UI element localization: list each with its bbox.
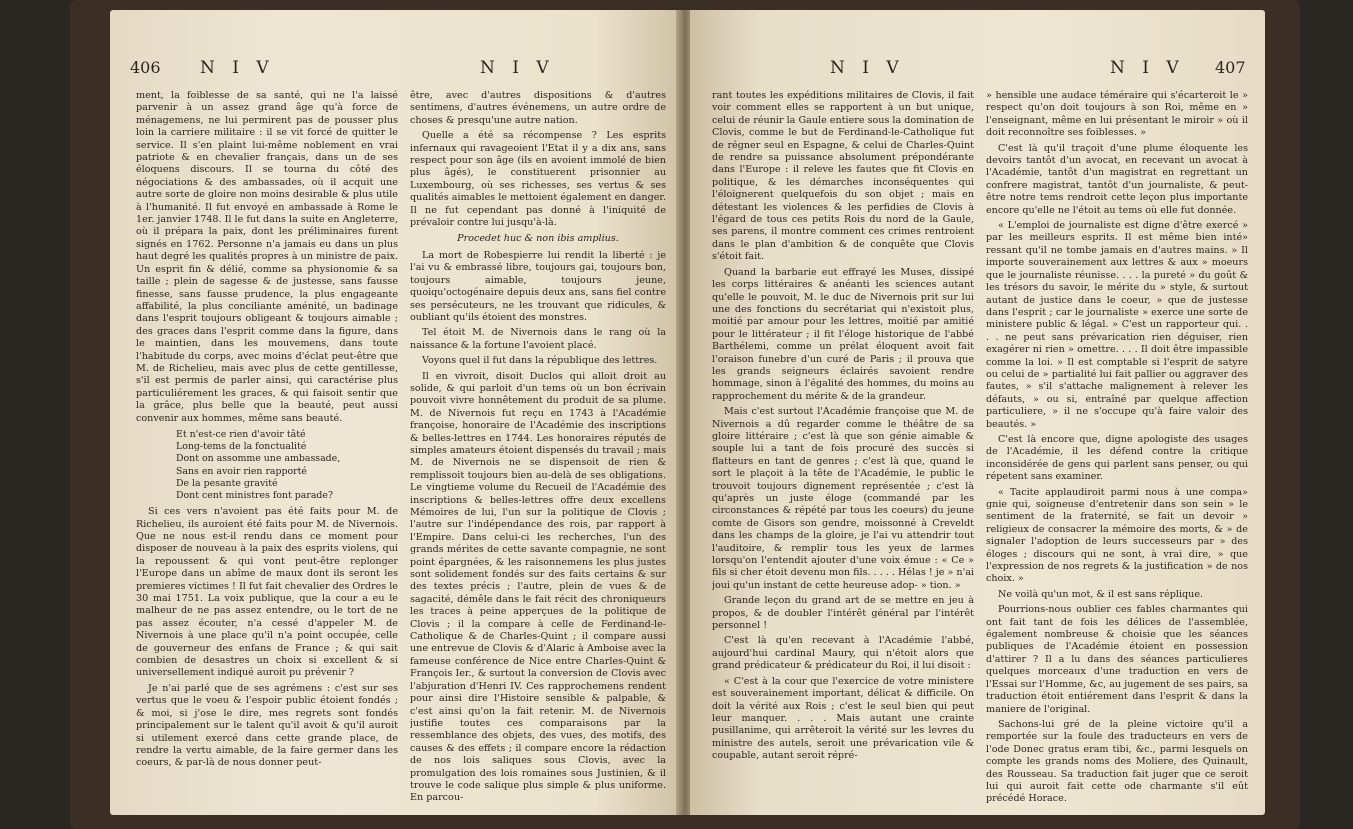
right-col2-para: Pourrions-nous oublier ces fables charmantes qui ont fait tant de fois les délices de l'assemblée, également nombreuse & choisie que les séances publiques de l'Académie étoient en possession d'attirer ? Il a lu dans des séances particulieres quelques morceaux d'une traduction en vers de l'Essai sur l'Homme, &c, au jugement de ses pairs, sa traduction étoit entiérement dans l'esprit & dans la maniere de l'original. <box>986 604 1248 715</box>
left-page-header <box>130 58 670 84</box>
left-col2-para: être, avec d'autres dispositions & d'autres sentimens, d'autres événemens, un autre ordre de choses & presqu'une autre nation. <box>410 90 666 126</box>
right-column-2 <box>986 90 1248 805</box>
right-running-head-col1: N I V <box>830 58 905 78</box>
left-col2-para: Tel étoit M. de Nivernois dans le rang où la naissance & la fortune l'avoient placé. <box>410 327 666 351</box>
right-col1-para: rant toutes les expéditions militaires de Clovis, il fait voir comment elles se rapportent à un but unique, celui de réunir la Gaule entiere sous la domination de Clovis, comme le but de Ferdinand-le-Catholique fut de régner seul en Espagne, & celui de Charles-Quint de rendre sa puissance absolument prépondérante dans l'Europe : il releve les fautes que fit Clovis en politique, & les démarches inconséquentes qui l'éloignerent quelquefois du son objet ; mais en détestant les violences & les perfidies de Clovis à l'égard de tous ces petits Rois du nord de la Gaule, ses parens, il montre comment ces crimes rentroient dans le plan d'ambition & de conquête que Clovis s'étoit fait. <box>712 90 974 263</box>
right-col2-para: » hensible une audace téméraire qui s'écarteroit le » respect qu'on doit toujours à son Roi, même en » l'enseignant, même en lui présentant le miroir » où il doit reconnoître ses foiblesses. » <box>986 90 1248 139</box>
right-col2-para: « L'emploi de journaliste est digne d'être exercé » par les meilleurs esprits. Il est même bien inté» ressant qu'il ne tombe jamais en d'autres mains. » Il importe souverainement aux lettres & aux » moeurs que le journaliste réunisse. . . . la pureté » du goût & les trésors du savoir, le mérite du » style, & surtout autant de justice dans le coeur, » que de justesse dans l'esprit ; car le journaliste » exerce une sorte de ministere public & légal. » C'est un rapporteur qui. . . . ne peut sans prévarication rien déguiser, rien exagérer ni rien » omettre. . . . Il doit être impassible comme la loi. » Il est comptable si l'esprit de satyre ou celui de » partialité lui fait pallier ou aggraver des fautes, » s'il s'attache malignement à relever les défauts, » ou si, entraîné par quelque affection particuliere, » il ne s'occupe qu'à faire valoir des beautés. » <box>986 220 1248 430</box>
verse-line: Et n'est-ce rien d'avoir tâté <box>176 428 306 440</box>
latin-quote: Procedet huc & non ibis amplius. <box>457 233 619 245</box>
right-col2-para: Sachons-lui gré de la pleine victoire qu'il a remportée sur la foule des traducteurs en vers de l'ode Donec gratus eram tibi, &c., parmi lesquels on compte les grands noms des Moliere, des Quinault, des Rousseau. Sa traduction fait juger que ce seroit lui qui auroit fait cette ode charmante s'il eût précédé Horace. <box>986 718 1248 805</box>
verse-line: Sans en avoir rien rapporté <box>176 465 307 477</box>
right-col1-para: C'est là qu'en recevant à l'Académie l'abbé, aujourd'hui cardinal Maury, qui n'étoit alors que grand prédicateur & prédicateur du Roi, il lui disoit : <box>712 635 974 672</box>
left-col2-para: Il en vivroit, disoit Duclos qui alloit droit au solide, & qui parloit d'un tems où un bon écrivain pouvoit vivre honnêtement du produit de sa plume. M. de Nivernois fut reçu en 1743 à l'Académie françoise, honoraire de l'Académie des inscriptions & belles-lettres en 1744. Les honoraires réputés de simples amateurs étoient dispensés du travail ; mais M. de Nivernois ne se dispensoit de rien & remplissoit toujours bien au-delà de ses obligations. Le vingtieme volume du Recueil de l'Académie des inscriptions & belles-lettres offre deux excellens Mémoires de lui, l'un sur la politique de Clovis ; l'autre sur l'indépendance des rois, par rapport à l'Empire. Dans celui-ci les recherches, l'un des grands mérites de cette savante compagnie, ne sont point épargnées, & les raisonnemens les plus justes sont solidement fondés sur des faits certains & sur des textes précis ; l'autre, plein de vues & de sagacité, démêle dans le fait récit des chroniqueurs les traces à peine apperçues de la politique de Clovis ; il la compare à celle de Ferdinand-le-Catholique & de Charles-Quint ; il compare aussi une entrevue de Clovis & d'Alaric à Amboise avec la fameuse conférence de Nice entre Charles-Quint & François Ier., & surtout la conversion de Clovis avec l'abjuration d'Henri IV. Ces rapprochemens rendent pour ainsi dire l'Histoire sensible & palpable, & c'est ainsi qu'on la fait retenir. M. de Nivernois justifie toutes ces comparaisons par la ressemblance des objets, des vues, des motifs, des causes & des effets ; il compare encore la rédaction de nos lois saliques sous Clovis, avec la promulgation des lois romaines sous Justinien, & il trouve le code salique plus simple & plus uniforme. En parcou- <box>410 370 666 804</box>
verse-line: Dont cent ministres font parade? <box>176 489 333 501</box>
right-col1-para: Mais c'est surtout l'Académie françoise que M. de Nivernois a dû regarder comme le théâtre de sa gloire littéraire ; c'est là que son génie aimable & souple lui a tant de fois procuré des succès si flatteurs en tant de genres ; c'est là que, quand le sort le plaçoit à la tête de l'Académie, le public le trouvoit toujours dignement représentée ; c'est là qu'après un juste éloge (commandé par les circonstances & répété par tous les coeurs) du jeune comte de Gisors son gendre, moissonné à Creveldt dans les champs de la gloire, je l'ai vu attendrir tout l'auditoire, & remplir tous les yeux de larmes lorsqu'on l'entendit ajouter d'une voix émue : « Ce » fils si cher étoit devenu mon fils. . . . . Hélas ! je » n'ai joui qu'un instant de cette heureuse adop- » tion. » <box>712 406 974 591</box>
right-col1-para: « C'est à la cour que l'exercice de votre ministere est souverainement important, délicat & difficile. On doit la vérité aux Rois ; c'est le seul bien qui peut leur manquer. . . . Mais autant une crainte pusillanime, qui arrêteroit la vérité sur les levres du ministre des autels, seroit une prévarication vile & coupable, autant seroit répré- <box>712 675 974 762</box>
right-running-head: N I V <box>1110 58 1185 78</box>
left-col1-para: ment, la foiblesse de sa santé, qui ne l'a laissé parvenir à un assez grand âge qu'à force de ménagemens, ne lui permirent pas de pousser plus loin la carriere militaire : il se vit forcé de quitter le service. Il s'en plaint lui-même noblement en vrai patriote & en chevalier français, dans un de ses éloquens discours. Il se tourna du côté des négociations & des ambassades, où il acquit une autre sorte de gloire non moins desirable & plus utile à l'humanité. Il fut envoyé en ambassade à Rome le 1er. janvier 1748. Il le fut dans la suite en Angleterre, où il prépara la paix, dont les préliminaires furent signés en 1762. Personne n'a jamais eu dans un plus haut degré les qualités propres à un ministre de paix. Un esprit fin & délié, comme sa physionomie & sa taille ; plein de sagesse & de justesse, sans fausse finesse, sans fausse prudence, la plus engageante affabilité, la plus conciliante aménité, un badinage dans l'esprit toujours obligeant & toujours aimable ; des graces dans l'esprit comme dans la figure, dans le maintien, dans les mouvemens, dans toute l'habitude du corps, avec moins d'éclat peut-être que M. de Richelieu, mais avec plus de cette gentillesse, s'il est permis de parler ainsi, qui caractérise plus particuliérement les graces, & qui faisoit sentir que la grâce, plus belle que la beauté, peut aussi convenir aux hommes, même sans beauté. <box>136 90 398 424</box>
right-page-header <box>710 58 1250 84</box>
left-col1-para: Je n'ai parlé que de ses agrémens : c'est sur ses vertus que le voeu & l'espoir public étoient fondés ; & moi, si j'ose le dire, mes regrets sont fondés principalement sur le talent qu'il avoit & qu'il auroit si utilement exercé dans cette grande place, de rendre la vertu aimable, de la faire germer dans les coeurs, & par-là de nous donner peut- <box>136 682 398 769</box>
left-col2-para: Voyons quel il fut dans la république des lettres. <box>422 355 658 367</box>
verse-block <box>176 429 398 502</box>
right-col2-para: « Tacite applaudiroit parmi nous à une compa» gnie qui, soigneuse d'entretenir dans son sein » le sentiment de la fraternité, se fait un devoir » religieux de consacrer la mémoire des morts, & » de signaler l'adoption de leurs successeurs par » des éloges ; discours qui ne sont, à vrai dire, » que l'expression de nos regrets & la justification » de nos choix. » <box>986 486 1248 585</box>
right-col1-para: Quand la barbarie eut effrayé les Muses, dissipé les corps littéraires & anéanti les sciences autant qu'elle le pouvoit, M. le duc de Nivernois prit sur lui une des fonctions du secrétariat qui n'existoit plus, moitié par amour pour les lettres, moitié par amitié pour le littérateur ; il fit l'éloge historique de l'abbé Barthélemi, comme un prélat éloquent avoit fait l'oraison funebre d'un curé de Paris ; il prouva que les grands seigneurs éclairés savoient rendre hommage, sinon à l'égalité des hommes, du moins au rapprochement du mérite & de la grandeur. <box>712 266 974 402</box>
verse-line: Dont on assomme une ambassade, <box>176 453 341 465</box>
left-running-head: N I V <box>200 58 275 78</box>
verse-line: De la pesante gravité <box>176 477 278 489</box>
right-col2-para: C'est là qu'il traçoit d'une plume éloquente les devoirs tantôt d'un avocat, en recevant un avocat à l'Académie, tantôt d'un magistrat en regrettant un confrere magistrat, tantôt d'un journaliste, & peut-être notre tems rendroit cette leçon plus importante encore qu'elle ne l'étoit au tems où elle fut donnée. <box>986 142 1248 216</box>
verse-line: Long-tems de la fonctualité <box>176 441 307 453</box>
right-col1-para: Grande leçon du grand art de se mettre en jeu à propos, & de doubler l'intérêt général par l'intérêt personnel ! <box>712 595 974 632</box>
left-column-1 <box>136 90 398 805</box>
right-col2-para: Ne voilà qu'un mot, & il est sans réplique. <box>998 588 1204 600</box>
right-page-number: 407 <box>1215 58 1246 77</box>
right-col2-para: C'est là encore que, digne apologiste des usages de l'Académie, il les défend contre la critique inconsidérée de gens qui parlent sans penser, ou qui répetent sans examiner. <box>986 433 1248 483</box>
left-page-number: 406 <box>130 58 161 77</box>
left-column-2 <box>410 90 666 805</box>
left-col2-para: Quelle a été sa récompense ? Les esprits infernaux qui ravageoient l'Etat il y a dix ans, sans respect pour son âge (ils en avoient immolé de bien plus âgés), le constituerent prisonnier au Luxembourg, où ses richesses, ses vertus & ses qualités aimables le mettoient également en danger. Il ne fut cependant pas donné à l'iniquité de prévaloir contre lui jusqu'à-là. <box>410 130 666 229</box>
right-column-1 <box>712 90 974 805</box>
right-page <box>690 10 1265 815</box>
left-running-head-col2: N I V <box>480 58 555 78</box>
left-col1-para: Si ces vers n'avoient pas été faits pour M. de Richelieu, ils auroient été faits pour M. de Nivernois. Que ne nous est-il rendu dans ce moment pour disposer de nouveau à la paix des esprits violens, qui la repoussent & qui vont peut-être replonger l'Europe dans un abîme de maux dont ils seront les premieres victimes ! Il fut fait chevalier des Ordres le 30 mai 1751. La voix publique, que la cour a eu le malheur de ne pas assez entendre, ou le tort de ne pas assez écouter, n'a cessé d'appeler M. de Nivernois à une place qu'il n'a point occupée, celle de gouverneur des enfans de France ; & qui sait combien de desastres un choix si excellent & si universellement indiqué auroit pu prévenir ? <box>136 506 398 679</box>
left-col2-para: La mort de Robespierre lui rendit la liberté : je l'ai vu & embrassé libre, toujours gai, toujours bon, toujours aimable, toujours jeune, quoiqu'octogénaire depuis deux ans, sans fiel contre ses persécuteurs, ne les trouvant que ridicules, & oubliant qu'ils étoient des monstres. <box>410 249 666 323</box>
left-page <box>110 10 680 815</box>
